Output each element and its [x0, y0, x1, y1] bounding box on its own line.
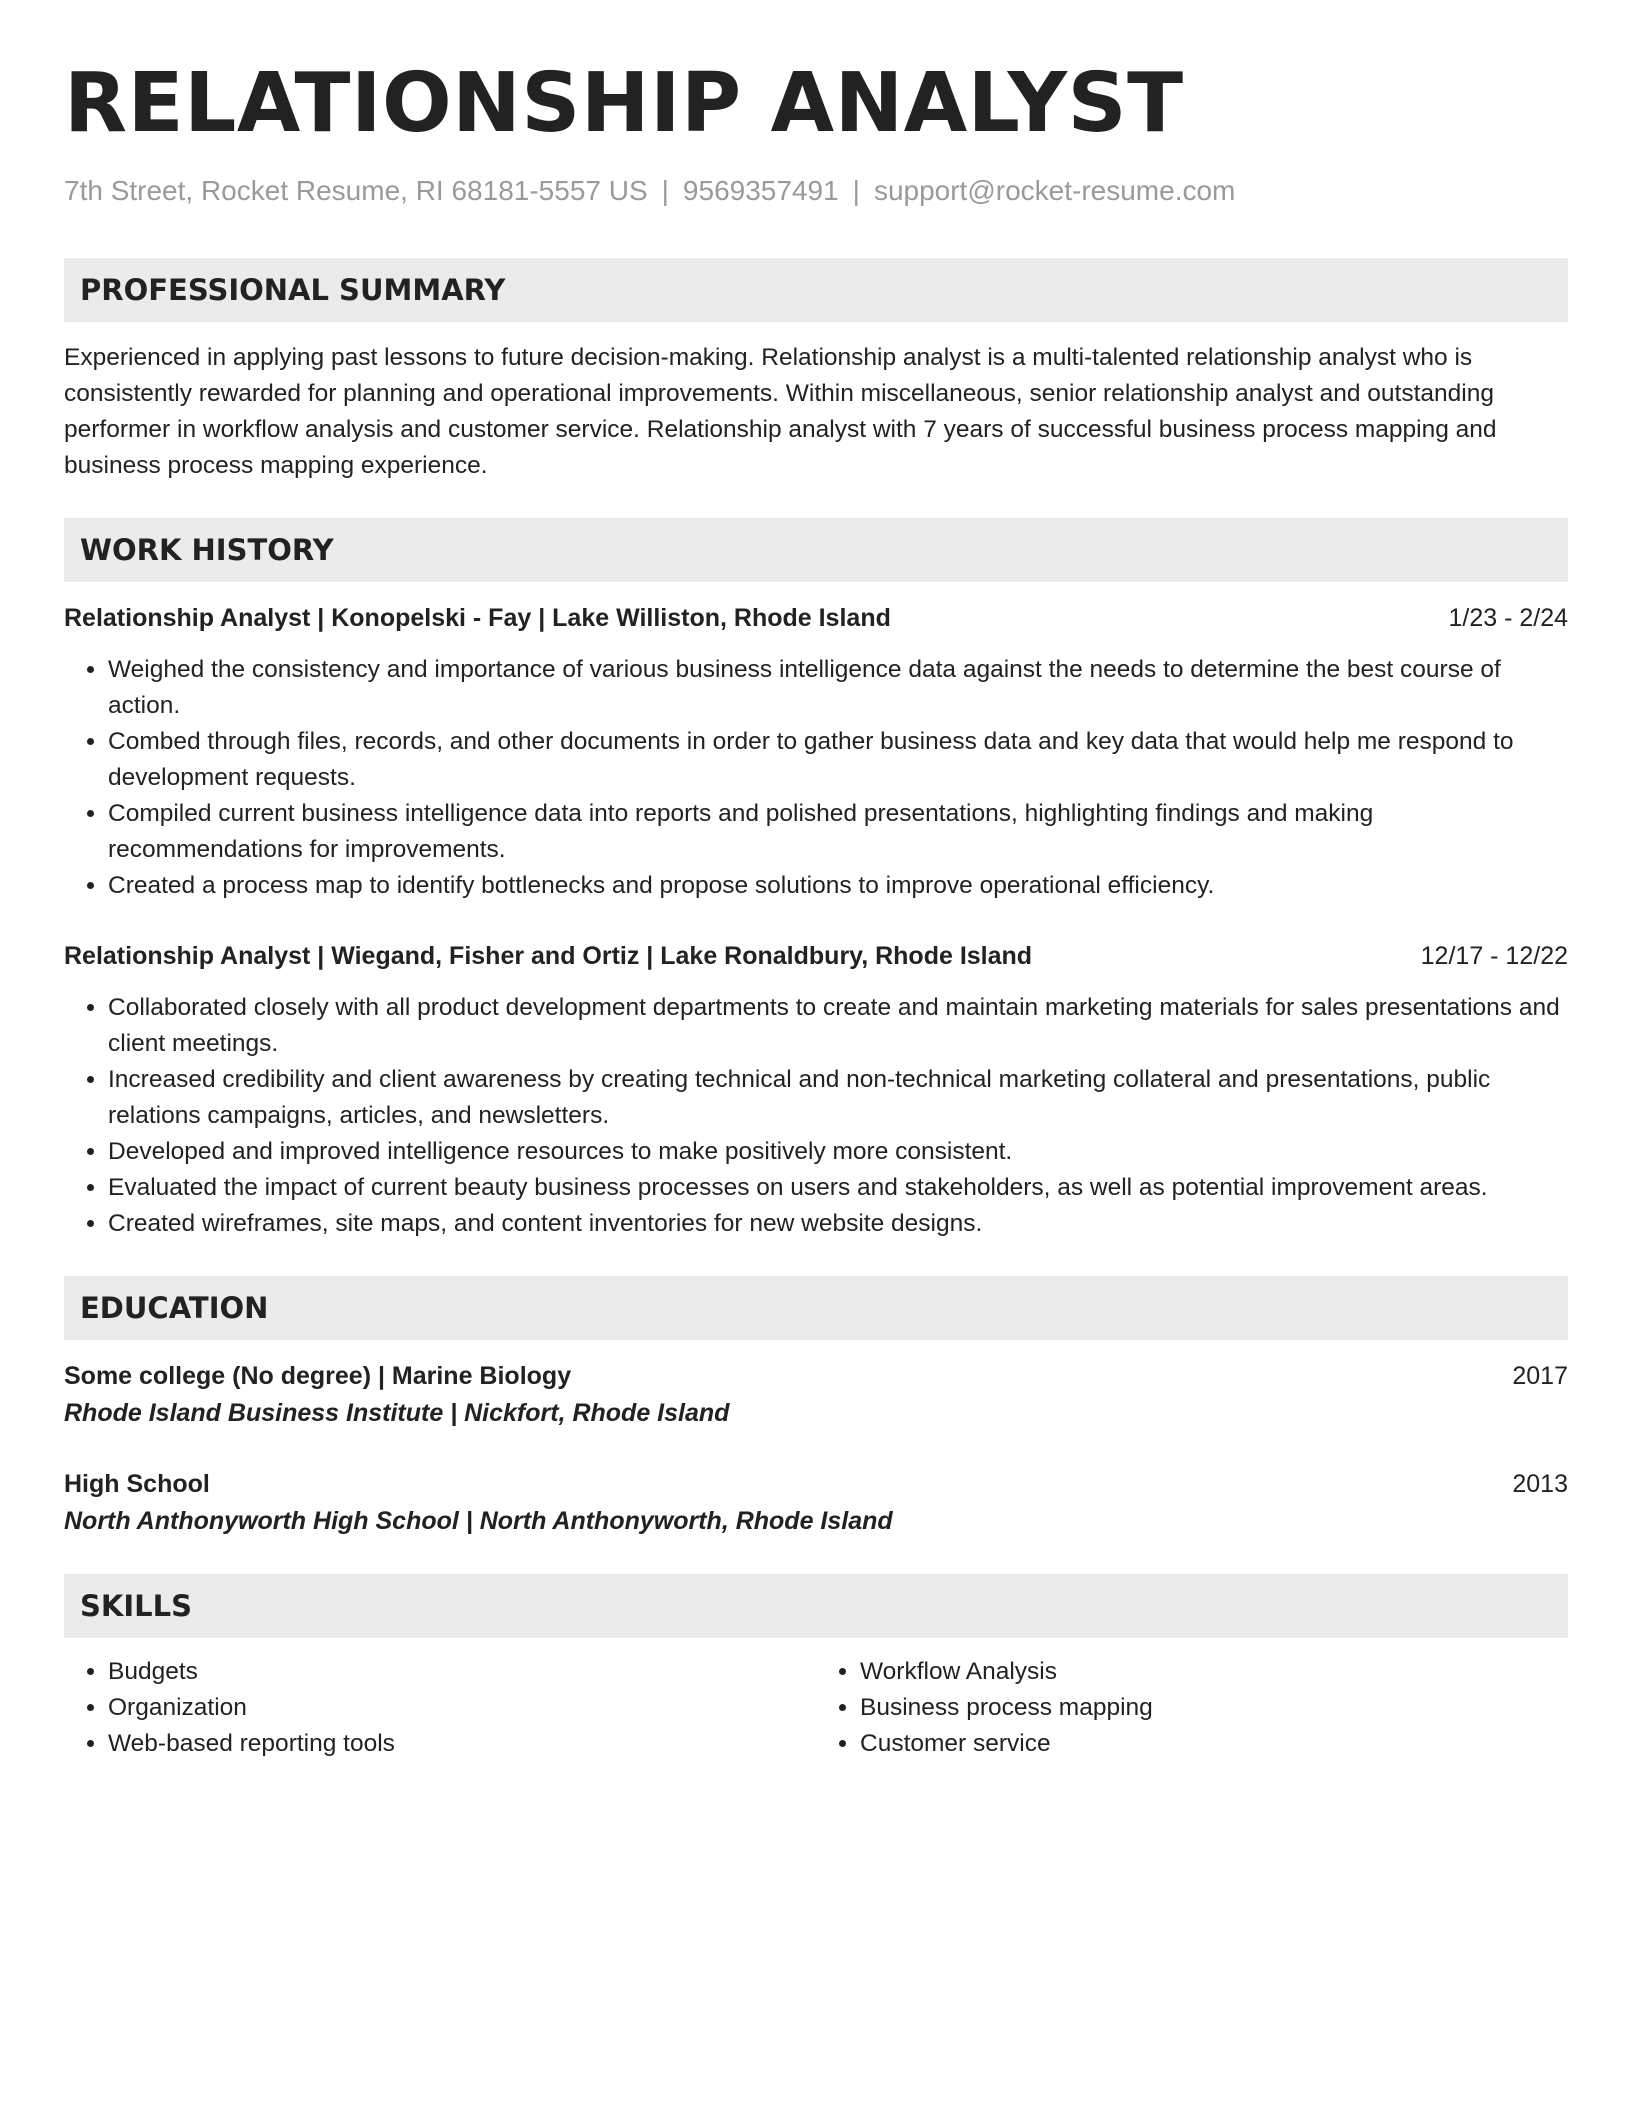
skills-list	[64, 1654, 816, 1762]
job-heading-row	[64, 600, 1568, 636]
skill-item: • Workflow Analysis	[860, 1654, 1568, 1690]
summary-section	[64, 258, 1568, 484]
contact-email: support@rocket-resume.com	[873, 175, 1236, 206]
job-dates: 1/23 - 2/24	[1448, 604, 1568, 632]
job-bullets	[64, 652, 1568, 904]
candidate-name: RELATIONSHIP ANALYST	[64, 56, 1184, 151]
skills-column-right	[816, 1654, 1568, 1762]
section-title-work-history: WORK HISTORY	[80, 533, 334, 567]
contact-separator: |	[661, 175, 669, 206]
education-degree: High School	[64, 1470, 210, 1498]
job-bullet: • Weighed the consistency and importance of various business intelligence data against the needs to determine the best course of action.	[108, 652, 1568, 724]
contact-separator: |	[852, 175, 860, 206]
section-header	[64, 1574, 1568, 1638]
job-title: Relationship Analyst | Konopelski - Fay | Lake Williston, Rhode Island	[64, 604, 891, 632]
education-section	[64, 1276, 1568, 1540]
education-school: Rhode Island Business Institute | Nickfort, Rhode Island	[64, 1399, 730, 1427]
job-bullets	[64, 990, 1568, 1242]
education-entry	[64, 1358, 1568, 1432]
job-bullet: • Created a process map to identify bottlenecks and propose solutions to improve operational efficiency.	[108, 868, 1568, 904]
skill-item: • Business process mapping	[860, 1690, 1568, 1726]
contact-phone: 9569357491	[682, 175, 839, 206]
job-bullet: • Created wireframes, site maps, and content inventories for new website designs.	[108, 1206, 1568, 1242]
job-entry	[64, 938, 1568, 1242]
job-bullet: • Combed through files, records, and other documents in order to gather business data and key data that would help me respond to development requests.	[108, 724, 1568, 796]
job-bullet: • Evaluated the impact of current beauty business processes on users and stakeholders, as well as potential improvement areas.	[108, 1170, 1568, 1206]
education-degree: Some college (No degree) | Marine Biology	[64, 1362, 572, 1390]
skills-list	[816, 1654, 1568, 1762]
skill-item: • Web-based reporting tools	[108, 1726, 816, 1762]
skill-item: • Budgets	[108, 1654, 816, 1690]
education-year: 2017	[1512, 1362, 1568, 1390]
work-history-section	[64, 518, 1568, 1242]
education-year: 2013	[1512, 1470, 1568, 1498]
skill-item: • Organization	[108, 1690, 816, 1726]
section-title-summary: PROFESSIONAL SUMMARY	[80, 273, 506, 307]
education-heading-row	[64, 1358, 1568, 1394]
contact-address: 7th Street, Rocket Resume, RI 68181-5557 US	[64, 175, 648, 206]
contact-line	[64, 174, 1568, 208]
skills-section	[64, 1574, 1568, 1762]
education-school: North Anthonyworth High School | North Anthonyworth, Rhode Island	[64, 1507, 893, 1535]
skills-columns	[64, 1654, 1568, 1762]
job-bullet: • Increased credibility and client awareness by creating technical and non-technical marketing collateral and presentations, public relations campaigns, articles, and newsletters.	[108, 1062, 1568, 1134]
education-heading-row	[64, 1466, 1568, 1502]
section-header	[64, 1276, 1568, 1340]
education-entry	[64, 1466, 1568, 1540]
job-bullet: • Developed and improved intelligence resources to make positively more consistent.	[108, 1134, 1568, 1170]
job-title: Relationship Analyst | Wiegand, Fisher and Ortiz | Lake Ronaldbury, Rhode Island	[64, 942, 1033, 970]
section-title-education: EDUCATION	[80, 1291, 269, 1325]
skill-item: • Customer service	[860, 1726, 1568, 1762]
section-title-skills: SKILLS	[80, 1589, 192, 1623]
job-bullet: • Compiled current business intelligence data into reports and polished presentations, highlighting findings and making recommendations for improvements.	[108, 796, 1568, 868]
job-dates: 12/17 - 12/22	[1420, 942, 1568, 970]
job-heading-row	[64, 938, 1568, 974]
job-entry	[64, 600, 1568, 904]
section-header	[64, 258, 1568, 322]
job-bullet: • Collaborated closely with all product development departments to create and maintain marketing materials for sales presentations and client meetings.	[108, 990, 1568, 1062]
section-header	[64, 518, 1568, 582]
summary-text: Experienced in applying past lessons to future decision-making. Relationship analyst is a multi-talented relationship analyst who is consistently rewarded for planning and operational improvements. Within miscellaneous, senior relationship analyst and outstanding performer in workflow analysis and customer service. Relationship analyst with 7 years of successful business process mapping and business process mapping experience.	[64, 344, 1497, 479]
skills-column-left	[64, 1654, 816, 1762]
